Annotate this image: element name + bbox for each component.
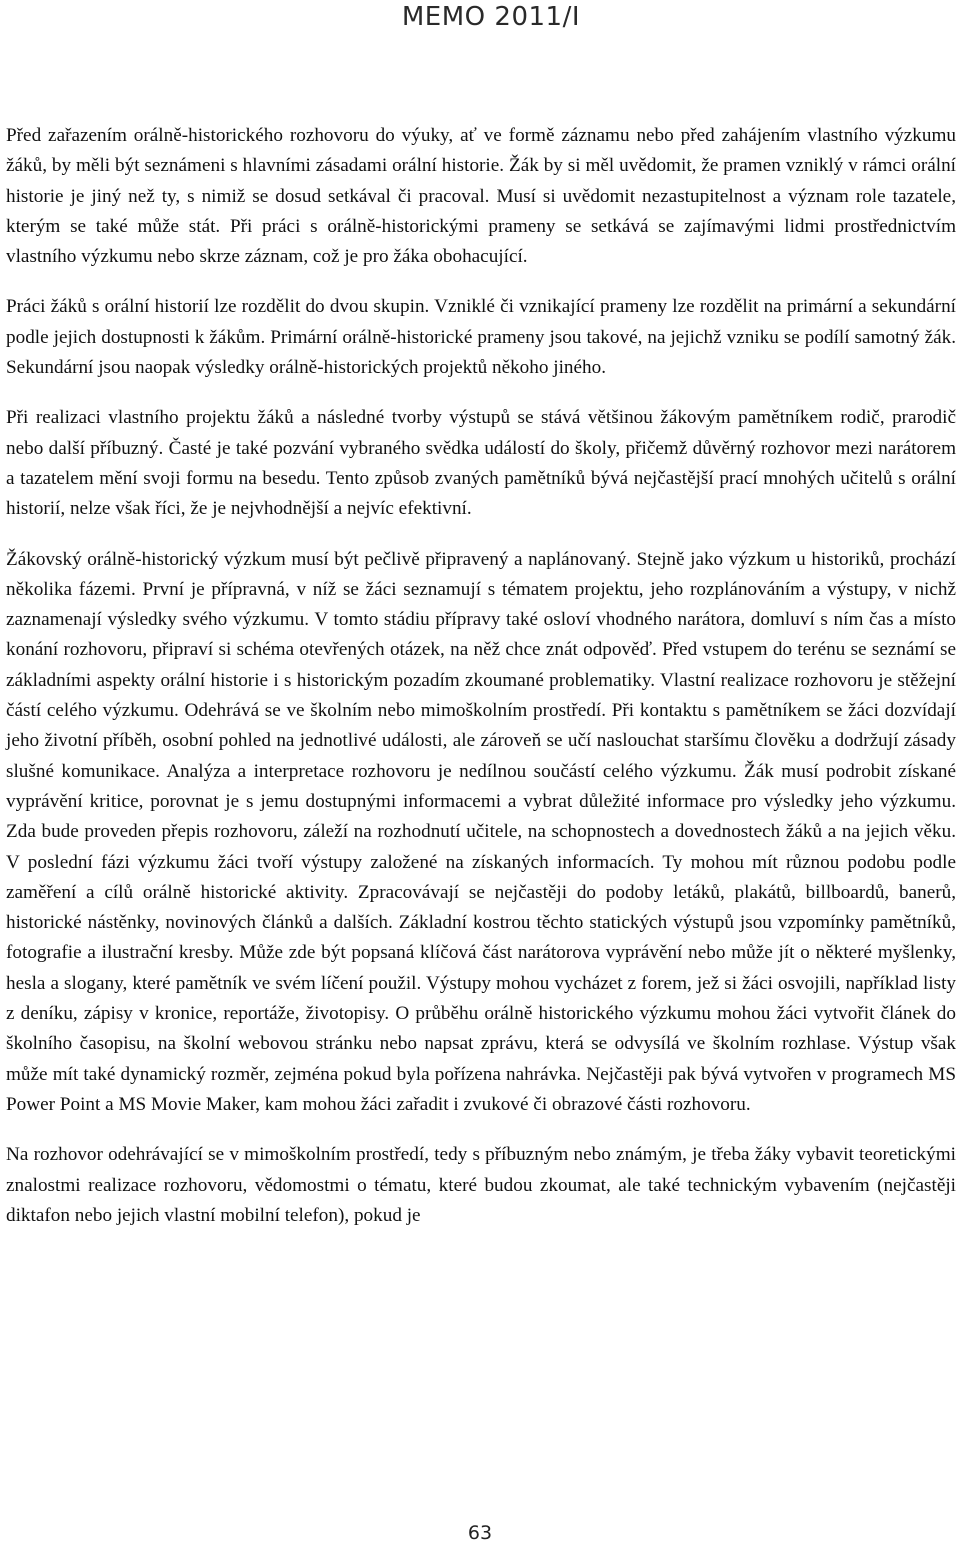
paragraph-research-phases: Žákovský orálně-historický výzkum musí být pečlivě připravený a naplánovaný. Stejně jako výzkum u historiků, prochází několika fázemi. První je přípravná, v níž se žáci seznamují s tématem projektu, jeho rozplánováním a výstupy, v nichž zaznamenají výsledky svého výzkumu. V tomto stádiu přípravy také osloví vhodného narátora, domluví s ním čas a místo konání rozhovoru, připraví si schéma otevřených otázek, na něž chce znát odpověď. Před vstupem do terénu se seznámí se základními aspekty orální historie i s historickým pozadím zkoumané problematiky. Vlastní realizace rozhovoru je stěžejní částí celého výzkumu. Odehrává se ve školním nebo mimoškolním prostředí. Při kontaktu s pamětníkem se žáci dozvídají jeho životní příběh, osobní pohled na jednotlivé události, ale zároveň se učí naslouchat staršímu člověku a dodržují zásady slušné komunikace. Analýza a interpretace rozhovoru je nedílnou součástí celého výzkumu. Žák musí podrobit získané vyprávění kritice, porovnat je s jemu dostupnými informacemi a vybrat důležité informace pro výsledky jeho výzkumu. Zda bude proveden přepis rozhovoru, záleží na rozhodnutí učitele, na schopnostech a dovednostech žáků a na jejich věku. V poslední fázi výzkumu žáci tvoří výstupy založené na získaných informacích. Ty mohou mít různou podobu podle zaměření a cílů orálně historické aktivity. Zpracovávají se nejčastěji do podoby letáků, plakátů, billboardů, banerů, historické nástěnky, novinových článků a dalších. Základní kostrou těchto statických výstupů jsou vzpomínky pamětníků, fotografie a ilustrační kresby. Může zde být popsaná klíčová část narátorova vyprávění nebo může jít o některé myšlenky, hesla a slogany, které pamětník ve svém líčení použil. Výstupy mohou vycházet z forem, jež si žáci osvojili, například listy z deníku, zápisy v kronice, reportáže, životopisy. O průběhu orálně historického výzkumu mohou žáci vytvořit článek do školního časopisu, na školní webovou stránku nebo napsat zprávu, která se odvysílá ve školním rozhlase. Výstup však může mít také dynamický rozměr, zejména pokud byla pořízena nahrávka. Nejčastěji pak bývá vytvořen v programech MS Power Point a MS Movie Maker, kam mohou žáci zařadit i zvukové či obrazové části rozhovoru. — [6, 548, 956, 1115]
paragraph-groups: Práci žáků s orální historií lze rozdělit do dvou skupin. Vzniklé či vznikající prameny lze rozdělit na primární a sekundární podle jejich dostupnosti k žákům. Primární orálně-historické prameny jsou takové, na jejichž vzniku se podílí samotný žák. Sekundární jsou naopak výsledky orálně-historických projektů někoho jiného. — [6, 296, 956, 379]
paragraph-witnesses: Při realizaci vlastního projektu žáků a následné tvorby výstupů se stává většinou žákovým pamětníkem rodič, prarodič nebo další příbuzný. Časté je také pozvání vybraného svědka událostí do školy, přičemž důvěrný rozhovor mezi narátorem a tazatelem mění svoji formu na besedu. Tento způsob zvaných pamětníků bývá nejčastější prací mnohých učitelů s orální historií, nelze však říci, že je nejvhodnější a nejvíc efektivní. — [6, 407, 956, 520]
document-body — [6, 121, 956, 1251]
paragraph-intro: Před zařazením orálně-historického rozhovoru do výuky, ať ve formě záznamu nebo před zahájením vlastního výzkumu žáků, by měli být seznámeni s hlavními zásadami orální historie. Žák by si měl uvědomit, že pramen vzniklý v rámci orální historie je jiný než ty, s nimiž se dosud setkával či pracoval. Musí si uvědomit nezastupitelnost a význam role tazatele, kterým se také může stát. Při práci s orálně-historickými prameny se setkává se zajímavými lidmi prostřednictvím vlastního výzkumu nebo skrze záznam, což je pro žáka obohacující. — [6, 125, 956, 268]
paragraph-outside-school: Na rozhovor odehrávající se v mimoškolním prostředí, tedy s příbuzným nebo známým, je třeba žáky vybavit teoretickými znalostmi realizace rozhovoru, vědomostmi o tématu, které budou zkoumat, ale také technickým vybavením (nejčastěji diktafon nebo jejich vlastní mobilní telefon), pokud je — [6, 1144, 956, 1226]
page-number: 63 — [467, 1522, 493, 1544]
running-header-title: MEMO 2011/I — [401, 2, 580, 32]
